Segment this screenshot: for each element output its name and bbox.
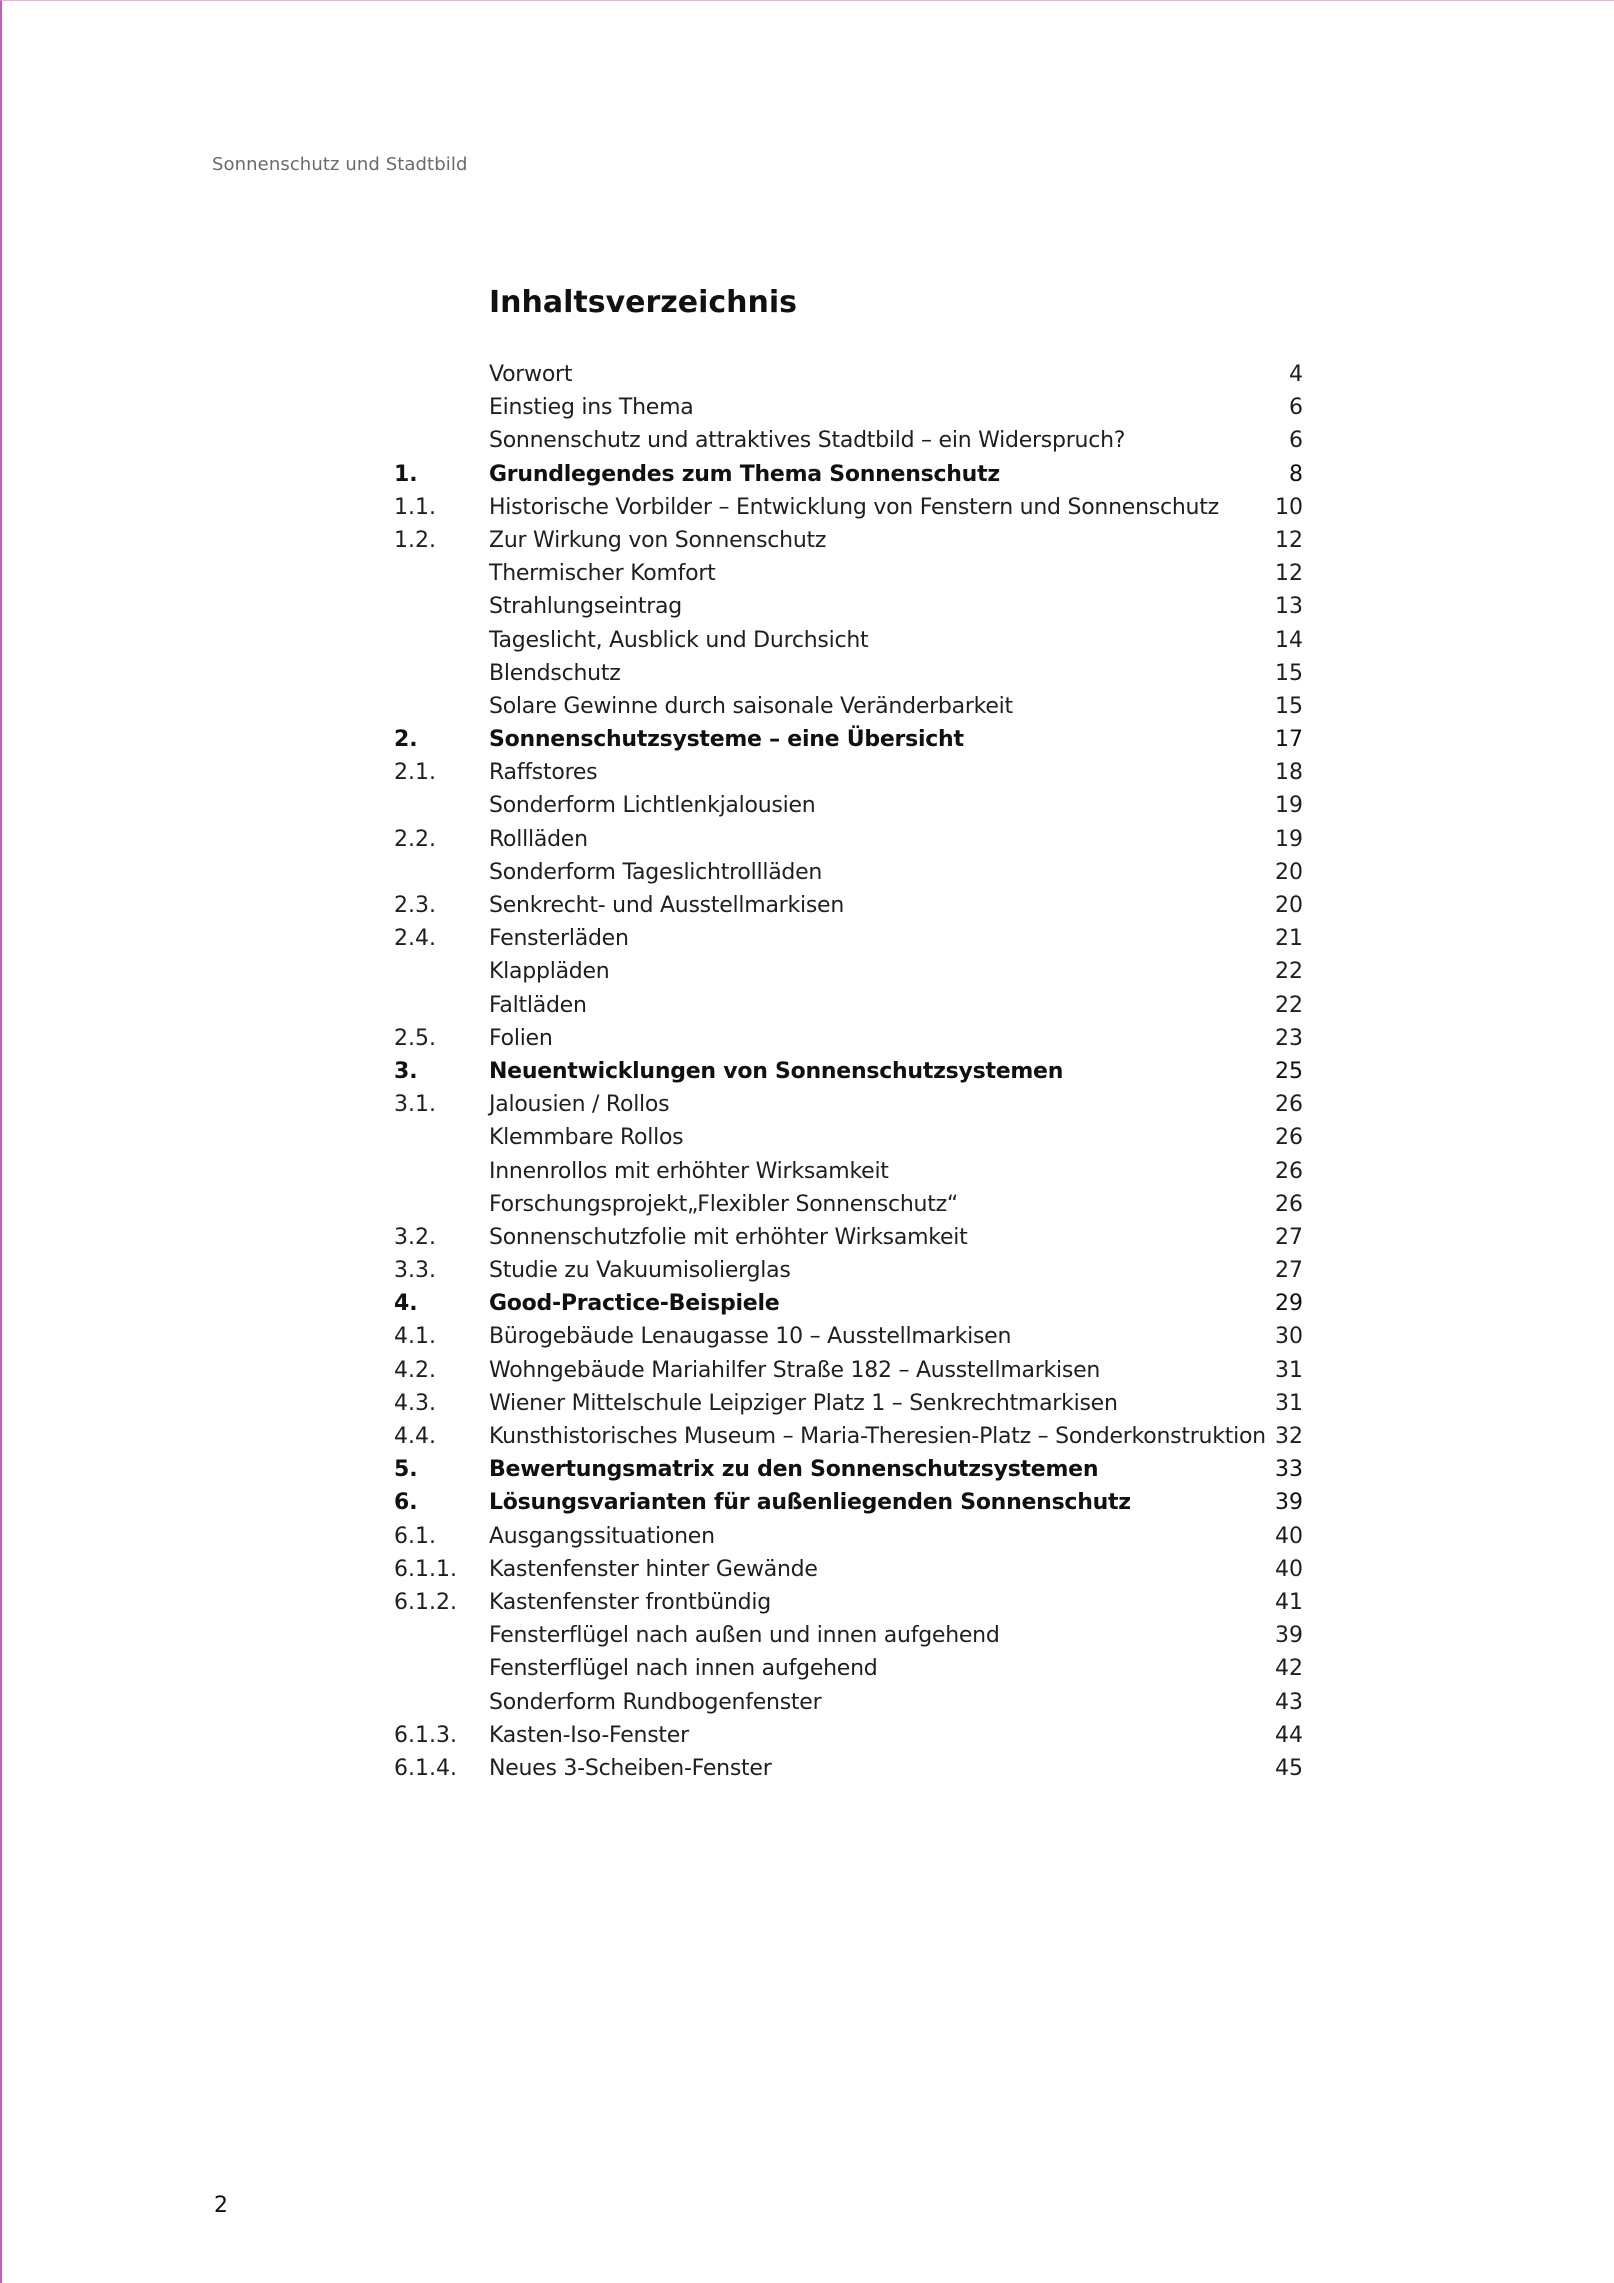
toc-entry-number: 4.1. bbox=[394, 1324, 436, 1350]
toc-entry[interactable] bbox=[394, 789, 1303, 822]
toc-entry[interactable] bbox=[394, 1719, 1303, 1752]
toc-entry[interactable] bbox=[394, 1121, 1303, 1154]
toc-entry[interactable] bbox=[394, 823, 1303, 856]
toc-entry-page: 8 bbox=[1289, 461, 1303, 487]
toc-entry-number: 6.1. bbox=[394, 1523, 436, 1549]
toc-entry-title: Innenrollos mit erhöhter Wirksamkeit bbox=[489, 1158, 889, 1184]
toc-entry[interactable] bbox=[394, 590, 1303, 623]
toc-entry-title: Kastenfenster hinter Gewände bbox=[489, 1556, 818, 1582]
toc-entry-page: 33 bbox=[1275, 1457, 1303, 1483]
toc-entry-title: Blendschutz bbox=[489, 660, 621, 686]
toc-entry[interactable] bbox=[394, 756, 1303, 789]
toc-entry-title: Wohngebäude Mariahilfer Straße 182 – Ausstellmarkisen bbox=[489, 1357, 1101, 1383]
toc-entry-number: 6.1.4. bbox=[394, 1755, 457, 1781]
toc-entry-title: Klappläden bbox=[489, 959, 610, 985]
toc-entry-title: Raffstores bbox=[489, 760, 598, 786]
toc-entry[interactable] bbox=[394, 1221, 1303, 1254]
toc-entry[interactable] bbox=[394, 690, 1303, 723]
page-number: 2 bbox=[214, 2193, 228, 2218]
toc-entry-title: Kunsthistorisches Museum – Maria-Theresien-Platz – Sonderkonstruktion bbox=[489, 1424, 1266, 1449]
toc-entry-title: Sonderform Rundbogenfenster bbox=[489, 1689, 822, 1715]
toc-entry-number: 4.3. bbox=[394, 1390, 436, 1416]
toc-entry[interactable] bbox=[394, 922, 1303, 955]
toc-entry-page: 17 bbox=[1275, 727, 1303, 753]
toc-entry-number: 2.2. bbox=[394, 826, 436, 852]
toc-entry-number: 3.2. bbox=[394, 1224, 436, 1250]
toc-entry-title: Rollläden bbox=[489, 826, 588, 852]
toc-entry-title: Strahlungseintrag bbox=[489, 594, 682, 620]
toc-entry[interactable] bbox=[394, 856, 1303, 889]
toc-entry-title: Fensterflügel nach innen aufgehend bbox=[489, 1656, 878, 1682]
toc-entry-title: Tageslicht, Ausblick und Durchsicht bbox=[489, 627, 869, 653]
toc-entry[interactable] bbox=[394, 1155, 1303, 1188]
toc-entry-page: 27 bbox=[1275, 1258, 1303, 1284]
toc-entry-page: 23 bbox=[1275, 1025, 1303, 1051]
toc-entry-number: 1.2. bbox=[394, 527, 436, 553]
toc-entry-title: Sonderform Tageslichtrollläden bbox=[489, 859, 823, 885]
toc-entry-page: 10 bbox=[1275, 494, 1303, 520]
toc-entry-page: 45 bbox=[1275, 1755, 1303, 1781]
toc-entry-title: Studie zu Vakuumisolierglas bbox=[489, 1258, 791, 1284]
toc-entry-page: 26 bbox=[1275, 1125, 1303, 1151]
toc-entry-title: Senkrecht- und Ausstellmarkisen bbox=[489, 893, 845, 918]
toc-entry-page: 27 bbox=[1275, 1224, 1303, 1250]
toc-entry-title: Sonnenschutz und attraktives Stadtbild – ein Widerspruch? bbox=[489, 428, 1126, 454]
toc-entry-page: 19 bbox=[1275, 793, 1303, 819]
toc-entry-title: Vorwort bbox=[489, 362, 573, 387]
toc-entry[interactable] bbox=[394, 1254, 1303, 1287]
toc-list bbox=[394, 358, 1303, 1785]
toc-entry[interactable] bbox=[394, 524, 1303, 557]
toc-entry[interactable] bbox=[394, 624, 1303, 657]
toc-entry-title: Fensterflügel nach außen und innen aufgehend bbox=[489, 1623, 1000, 1649]
toc-entry-page: 29 bbox=[1275, 1291, 1303, 1317]
toc-entry-page: 43 bbox=[1275, 1689, 1303, 1715]
toc-entry-title: Solare Gewinne durch saisonale Veränderbarkeit bbox=[489, 693, 1013, 719]
toc-entry-number: 6.1.2. bbox=[394, 1589, 457, 1615]
toc-entry-number: 2.5. bbox=[394, 1025, 436, 1051]
toc-entry-title: Kastenfenster frontbündig bbox=[489, 1589, 771, 1615]
toc-entry-page: 18 bbox=[1275, 760, 1303, 786]
toc-entry[interactable] bbox=[394, 1619, 1303, 1652]
toc-entry-page: 31 bbox=[1275, 1390, 1303, 1416]
toc-entry-title: Neues 3-Scheiben-Fenster bbox=[489, 1755, 772, 1781]
toc-entry-title: Faltläden bbox=[489, 992, 587, 1018]
toc-entry-page: 21 bbox=[1275, 926, 1303, 952]
toc-entry-page: 44 bbox=[1275, 1722, 1303, 1748]
toc-entry-page: 42 bbox=[1275, 1656, 1303, 1682]
toc-title: Inhaltsverzeichnis bbox=[489, 285, 798, 320]
toc-entry[interactable] bbox=[394, 1686, 1303, 1719]
toc-entry-title: Fensterläden bbox=[489, 926, 629, 952]
toc-entry-title: Ausgangssituationen bbox=[489, 1523, 715, 1549]
toc-entry-page: 26 bbox=[1275, 1191, 1303, 1217]
toc-entry[interactable] bbox=[394, 1453, 1303, 1486]
toc-entry-page: 22 bbox=[1275, 992, 1303, 1018]
toc-entry-title: Sonnenschutzfolie mit erhöhter Wirksamkeit bbox=[489, 1224, 968, 1250]
toc-entry-title: Sonderform Lichtlenkjalousien bbox=[489, 793, 816, 819]
toc-entry-page: 15 bbox=[1275, 693, 1303, 719]
toc-entry-title: Klemmbare Rollos bbox=[489, 1125, 684, 1151]
toc-entry[interactable] bbox=[394, 557, 1303, 590]
toc-entry-title: Lösungsvarianten für außenliegenden Sonnenschutz bbox=[489, 1490, 1131, 1516]
toc-entry[interactable] bbox=[394, 1354, 1303, 1387]
toc-entry-page: 22 bbox=[1275, 959, 1303, 985]
toc-entry-number: 6. bbox=[394, 1490, 418, 1516]
toc-entry-number: 2. bbox=[394, 727, 418, 753]
toc-entry-title: Wiener Mittelschule Leipziger Platz 1 – Senkrechtmarkisen bbox=[489, 1390, 1118, 1416]
toc-entry[interactable] bbox=[394, 1088, 1303, 1121]
toc-entry[interactable] bbox=[394, 1022, 1303, 1055]
toc-entry-title: Historische Vorbilder – Entwicklung von Fenstern und Sonnenschutz bbox=[489, 494, 1219, 520]
toc-entry-title: Forschungsprojekt„Flexibler Sonnenschutz“ bbox=[489, 1191, 959, 1217]
toc-entry-page: 30 bbox=[1275, 1324, 1303, 1350]
toc-entry[interactable] bbox=[394, 1420, 1303, 1453]
toc-entry-title: Jalousien / Rollos bbox=[489, 1092, 670, 1118]
toc-entry-page: 32 bbox=[1275, 1424, 1303, 1449]
toc-entry[interactable] bbox=[394, 1188, 1303, 1221]
running-header: Sonnenschutz und Stadtbild bbox=[212, 154, 468, 175]
toc-entry-number: 1. bbox=[394, 461, 418, 487]
toc-entry[interactable] bbox=[394, 1486, 1303, 1519]
toc-entry-number: 2.3. bbox=[394, 893, 436, 918]
toc-entry[interactable] bbox=[394, 491, 1303, 524]
toc-entry-number: 5. bbox=[394, 1457, 418, 1483]
toc-entry-page: 15 bbox=[1275, 660, 1303, 686]
toc-entry[interactable] bbox=[394, 889, 1303, 922]
toc-entry[interactable] bbox=[394, 391, 1303, 424]
toc-entry-title: Good-Practice-Beispiele bbox=[489, 1291, 780, 1317]
toc-entry-number: 2.1. bbox=[394, 760, 436, 786]
toc-entry-number: 3. bbox=[394, 1058, 418, 1084]
toc-entry[interactable] bbox=[394, 358, 1303, 391]
toc-entry[interactable] bbox=[394, 1320, 1303, 1353]
toc-entry-number: 2.4. bbox=[394, 926, 436, 952]
toc-entry-page: 6 bbox=[1289, 395, 1303, 421]
toc-entry[interactable] bbox=[394, 1752, 1303, 1785]
toc-entry-title: Neuentwicklungen von Sonnenschutzsystemen bbox=[489, 1058, 1064, 1084]
toc-entry[interactable] bbox=[394, 657, 1303, 690]
toc-entry-page: 26 bbox=[1275, 1092, 1303, 1118]
toc-entry-page: 4 bbox=[1289, 362, 1303, 387]
toc-entry-page: 12 bbox=[1275, 527, 1303, 553]
toc-entry-page: 26 bbox=[1275, 1158, 1303, 1184]
toc-entry[interactable] bbox=[394, 1553, 1303, 1586]
toc-entry-page: 40 bbox=[1275, 1556, 1303, 1582]
toc-entry[interactable] bbox=[394, 989, 1303, 1022]
toc-entry-number: 4. bbox=[394, 1291, 418, 1317]
toc-entry-number: 4.2. bbox=[394, 1357, 436, 1383]
toc-entry-title: Bewertungsmatrix zu den Sonnenschutzsystemen bbox=[489, 1457, 1099, 1483]
toc-entry-page: 14 bbox=[1275, 627, 1303, 653]
toc-entry-number: 1.1. bbox=[394, 494, 436, 520]
toc-entry[interactable] bbox=[394, 955, 1303, 988]
toc-entry[interactable] bbox=[394, 424, 1303, 457]
toc-entry-page: 40 bbox=[1275, 1523, 1303, 1549]
toc-entry-title: Zur Wirkung von Sonnenschutz bbox=[489, 527, 827, 553]
toc-entry-page: 12 bbox=[1275, 561, 1303, 587]
toc-entry-page: 13 bbox=[1275, 594, 1303, 620]
toc-entry-number: 4.4. bbox=[394, 1424, 436, 1449]
toc-entry-title: Einstieg ins Thema bbox=[489, 395, 694, 421]
toc-entry[interactable] bbox=[394, 723, 1303, 756]
toc-entry-number: 3.3. bbox=[394, 1258, 436, 1284]
toc-entry-number: 6.1.1. bbox=[394, 1556, 457, 1582]
toc-entry-title: Sonnenschutzsysteme – eine Übersicht bbox=[489, 727, 964, 753]
toc-entry[interactable] bbox=[394, 1055, 1303, 1088]
toc-entry[interactable] bbox=[394, 458, 1303, 491]
toc-entry[interactable] bbox=[394, 1387, 1303, 1420]
toc-entry[interactable] bbox=[394, 1586, 1303, 1619]
toc-entry-page: 39 bbox=[1275, 1623, 1303, 1649]
toc-entry-page: 31 bbox=[1275, 1357, 1303, 1383]
toc-entry-page: 39 bbox=[1275, 1490, 1303, 1516]
toc-entry[interactable] bbox=[394, 1287, 1303, 1320]
toc-entry-title: Grundlegendes zum Thema Sonnenschutz bbox=[489, 461, 1000, 487]
toc-entry-title: Thermischer Komfort bbox=[489, 561, 716, 587]
toc-entry-page: 20 bbox=[1275, 859, 1303, 885]
toc-entry-page: 6 bbox=[1289, 428, 1303, 454]
toc-entry-page: 25 bbox=[1275, 1058, 1303, 1084]
toc-entry-title: Folien bbox=[489, 1025, 553, 1051]
toc-entry-number: 3.1. bbox=[394, 1092, 436, 1118]
toc-entry-page: 19 bbox=[1275, 826, 1303, 852]
toc-entry-page: 41 bbox=[1275, 1589, 1303, 1615]
toc-entry[interactable] bbox=[394, 1520, 1303, 1553]
toc-entry-title: Bürogebäude Lenaugasse 10 – Ausstellmarkisen bbox=[489, 1324, 1012, 1350]
toc-entry-number: 6.1.3. bbox=[394, 1722, 457, 1748]
toc-entry[interactable] bbox=[394, 1652, 1303, 1685]
toc-entry-page: 20 bbox=[1275, 893, 1303, 918]
toc-entry-title: Kasten-Iso-Fenster bbox=[489, 1722, 689, 1748]
